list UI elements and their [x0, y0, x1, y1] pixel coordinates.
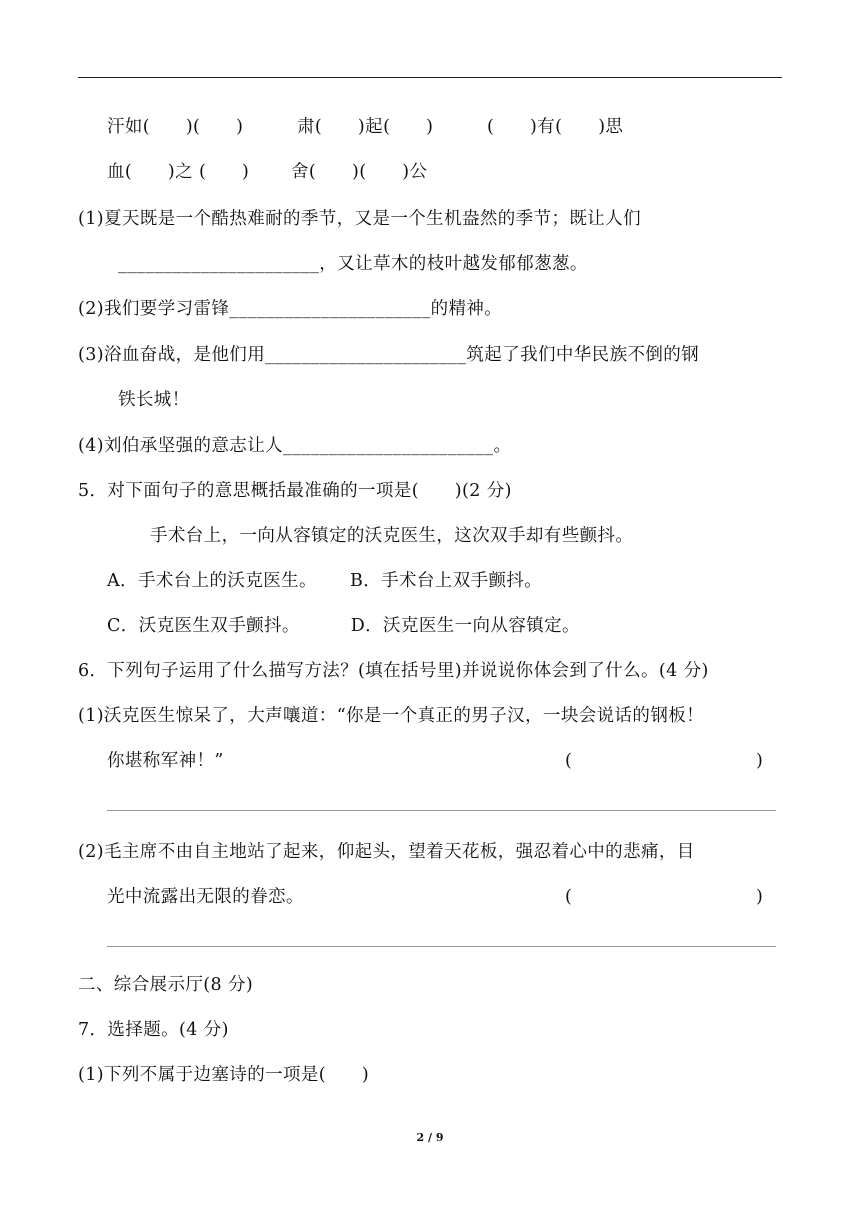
idiom-row-2: 血( )之 ( ) 舍( )( )公: [107, 162, 428, 182]
q4-1-line-2: ______________________，又让草木的枝叶越发郁郁葱葱。: [118, 254, 588, 274]
q5-options-cd: C．沃克医生双手颤抖。 D．沃克医生一向从容镇定。: [107, 616, 580, 636]
q6-1-close-bracket: ): [756, 751, 764, 771]
q6-2-close-bracket: ): [756, 887, 764, 907]
q4-3-line-1: (3)浴血奋战，是他们用______________________筑起了我们中华民族不倒的钢: [78, 345, 700, 365]
q5-stem: 5．对下面句子的意思概括最准确的一项是( )(2 分): [78, 481, 512, 501]
q7-stem: 7．选择题。(4 分): [78, 1020, 229, 1040]
q5-sentence: 手术台上，一向从容镇定的沃克医生，这次双手却有些颤抖。: [150, 526, 634, 546]
q5-options-ab: A．手术台上的沃克医生。 B．手术台上双手颤抖。: [107, 571, 543, 591]
page-number: 2 / 9: [416, 1131, 444, 1144]
section-2-heading: 二、综合展示厅(8 分): [78, 975, 254, 995]
q6-1-answer-line: [107, 810, 776, 811]
q6-1-open-bracket: (: [565, 751, 573, 771]
q6-1-line-1: (1)沃克医生惊呆了，大声嚷道：“你是一个真正的男子汉，一块会说话的钢板！: [78, 706, 705, 726]
q6-2-line-1: (2)毛主席不由自主地站了起来，仰起头，望着天花板，强忍着心中的悲痛，目: [78, 842, 695, 862]
q4-2: (2)我们要学习雷锋______________________的精神。: [78, 299, 503, 319]
q6-1-line-2: 你堪称军神！”: [107, 751, 224, 771]
q6-stem: 6．下列句子运用了什么描写方法？(填在括号里)并说说你体会到了什么。(4 分): [78, 661, 709, 681]
header-rule: [78, 77, 782, 78]
q6-2-answer-line: [107, 946, 776, 947]
q4-3-line-2: 铁长城！: [118, 390, 190, 410]
q6-2-line-2: 光中流露出无限的眷恋。: [107, 887, 304, 907]
q7-1: (1)下列不属于边塞诗的一项是( ): [78, 1065, 370, 1085]
q6-2-open-bracket: (: [565, 887, 573, 907]
q4-1-line-1: (1)夏天既是一个酷热难耐的季节，又是一个生机盎然的季节；既让人们: [78, 209, 641, 229]
q4-4: (4)刘伯承坚强的意志让人_______________________。: [78, 436, 512, 456]
idiom-row-1: 汗如( )( ) 肃( )起( ) ( )有( )思: [107, 117, 624, 137]
